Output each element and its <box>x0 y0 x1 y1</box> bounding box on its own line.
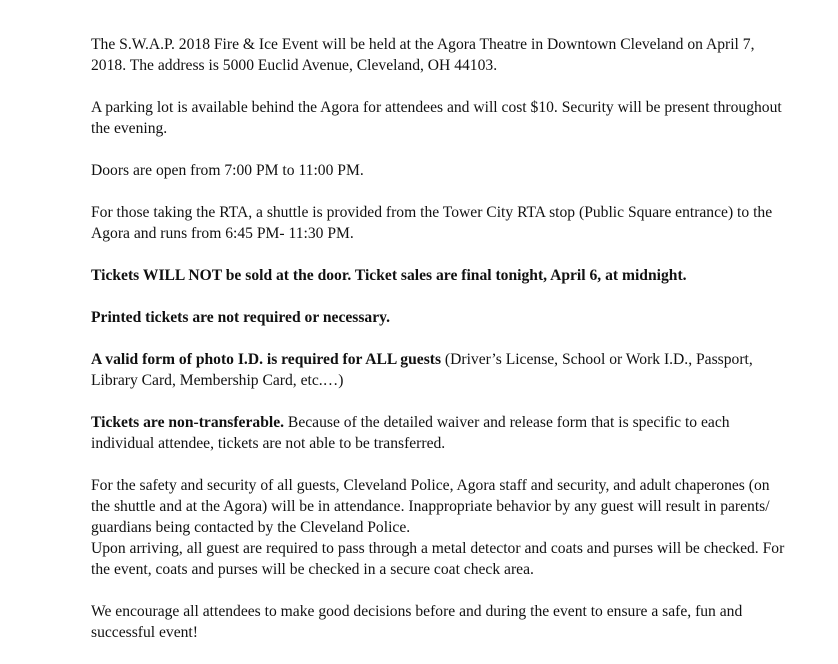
event-info-document <box>91 34 791 664</box>
paragraph-parking: A parking lot is available behind the Agora for attendees and will cost $10. Security will be present throughout the evening. <box>91 99 782 137</box>
paragraph-rta-shuttle: For those taking the RTA, a shuttle is provided from the Tower City RTA stop (Public Square entrance) to the Agora and runs from 6:45 PM- 11:30 PM. <box>91 204 773 242</box>
photo-id-examples: (Driver’s License, School or Work I.D., Passport, Library Card, Membership Card, etc.…) <box>91 351 753 389</box>
non-transferable-detail: Because of the detailed waiver and release form that is specific to each individual attendee, tickets are not able to be transferred. <box>91 414 730 452</box>
paragraph-non-transferable <box>91 412 791 454</box>
paragraph-photo-id <box>91 349 791 391</box>
paragraph-event-location: The S.W.A.P. 2018 Fire & Ice Event will be held at the Agora Theatre in Downtown Cleveland on April 7, 2018. The address is 5000 Euclid Avenue, Cleveland, OH 44103. <box>91 36 755 74</box>
paragraph-safety-security: For the safety and security of all guests, Cleveland Police, Agora staff and security, and adult chaperones (on the shuttle and at the Agora) will be in attendance. Inappropriate behavior by any guest will result in parents/ guardians being contacted by the Cleveland Police. <box>91 477 770 536</box>
non-transferable-heading: Tickets are non-transferable. <box>91 414 285 431</box>
paragraph-metal-detector: Upon arriving, all guest are required to pass through a metal detector and coats and purses will be checked. For the event, coats and purses will be checked in a secure coat check area. <box>91 540 785 578</box>
paragraph-closing: We encourage all attendees to make good decisions before and during the event to ensure a safe, fun and successful event! <box>91 603 743 641</box>
paragraph-door-hours: Doors are open from 7:00 PM to 11:00 PM. <box>91 162 364 179</box>
paragraph-ticket-sales: Tickets WILL NOT be sold at the door. Ticket sales are final tonight, April 6, at midnight. <box>91 267 687 284</box>
paragraph-printed-tickets: Printed tickets are not required or necessary. <box>91 309 390 326</box>
photo-id-requirement: A valid form of photo I.D. is required for ALL guests <box>91 351 442 368</box>
